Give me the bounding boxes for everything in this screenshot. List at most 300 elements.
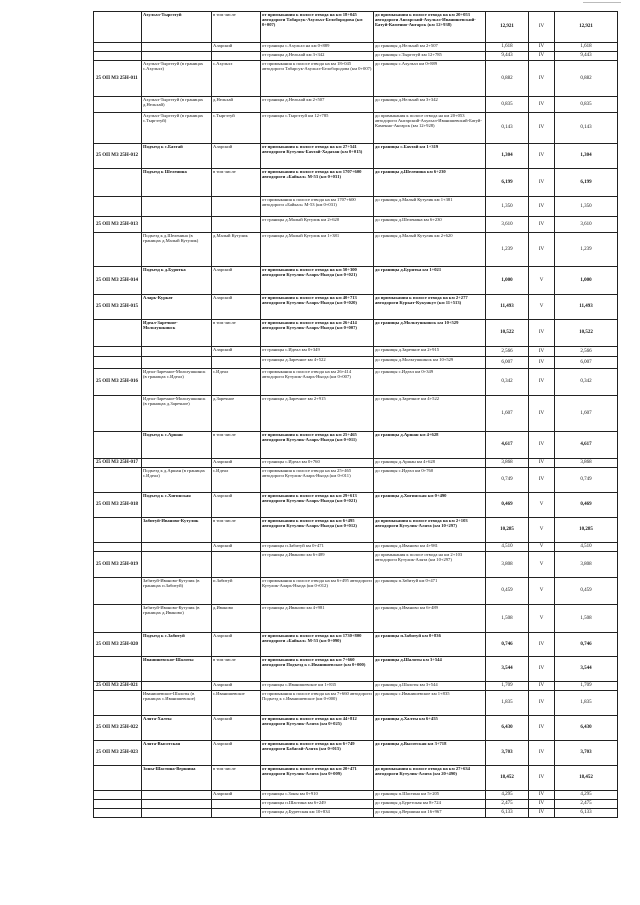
category-cell: V <box>529 552 555 578</box>
road-name-cell <box>142 347 212 357</box>
end-point-cell: до границы д.Нельхай км 2+507 <box>374 43 486 52</box>
length-cell: 2,475 <box>486 800 529 809</box>
table-row <box>94 468 618 493</box>
end-point-cell: до границы д.Шеленина км 6+230 <box>374 217 486 233</box>
total-length-cell: 6,133 <box>555 809 618 818</box>
end-point-cell: до границы д.Мольтушкинск км 10+529 <box>374 320 486 347</box>
category-cell: IV <box>529 633 555 657</box>
road-name-cell <box>142 682 212 691</box>
road-name-cell: Забитуй-Иваново-Кутулик (в границах д.Иваново) <box>142 605 212 633</box>
section-type-cell <box>212 52 261 61</box>
section-type-cell: д.Малый Кутулик <box>212 233 261 267</box>
end-point-cell: до границы п.Шастина км 5+205 <box>374 791 486 800</box>
section-type-cell: Аларский <box>212 741 261 766</box>
category-cell: IV <box>529 809 555 818</box>
table-row <box>94 197 618 217</box>
section-type-cell: д.Иваново <box>212 605 261 633</box>
road-code-cell: 25 ОП МЗ 25Н-012 <box>94 144 142 169</box>
road-code-cell <box>94 657 142 682</box>
total-length-cell: 0,746 <box>555 633 618 657</box>
total-length-cell: 0,342 <box>555 369 618 396</box>
road-code-cell: 25 ОП МЗ 25Н-013 <box>94 217 142 233</box>
table-row <box>94 657 618 682</box>
road-code-cell <box>94 791 142 800</box>
road-register-table <box>93 11 618 818</box>
table-row <box>94 233 618 267</box>
table-row <box>94 578 618 605</box>
end-point-cell: до границы п.Забитуй км 0+471 <box>374 578 486 605</box>
length-cell: 12,921 <box>486 12 529 43</box>
total-length-cell: 4,510 <box>555 543 618 552</box>
category-cell: V <box>529 493 555 518</box>
category-cell: IV <box>529 357 555 369</box>
section-type-cell: с.Тыргэтуй <box>212 113 261 144</box>
start-point-cell: от примыкания к полосе отвода на км 18+045 автодороги Табарсук-Ахульхэ-Белобородова (км 0+007) <box>261 61 374 97</box>
road-code-cell: 25 ОП МЗ 25Н-018 <box>94 493 142 518</box>
total-length-cell: 0,882 <box>555 61 618 97</box>
table-row <box>94 682 618 691</box>
road-name-cell: Подъезд к д.Аршан (в границах с.Идеал) <box>142 468 212 493</box>
road-name-cell: Ахульхэ-Тыргэтуй (в границах д.Нельхай) <box>142 97 212 113</box>
section-type-cell: с.Идеал <box>212 468 261 493</box>
length-cell: 0,882 <box>486 61 529 97</box>
start-point-cell: от границы д.Малый Кутулик км 1+381 <box>261 233 374 267</box>
road-code-cell: 25 ОП МЗ 25Н-020 <box>94 633 142 657</box>
start-point-cell: от примыкания к полосе отвода на км 44+812 автодороги Кутулик-Алята (км 0+025) <box>261 716 374 741</box>
category-cell: V <box>529 605 555 633</box>
category-cell: IV <box>529 43 555 52</box>
start-point-cell: от границы п.Забитуй км 0+471 <box>261 543 374 552</box>
length-cell: 1,239 <box>486 233 529 267</box>
length-cell: 2,566 <box>486 347 529 357</box>
road-code-cell <box>94 113 142 144</box>
length-cell: 6,007 <box>486 357 529 369</box>
length-cell: 3,703 <box>486 741 529 766</box>
section-type-cell: с.Идеал <box>212 369 261 396</box>
road-code-cell: 25 ОП МЗ 25Н-021 <box>94 682 142 691</box>
section-type-cell: в том числе <box>212 657 261 682</box>
start-point-cell: от примыкания к полосе отвода на км 6+495 автодороги Кутулик-Аларь-Ныгда (км 0+012) <box>261 578 374 605</box>
table-row <box>94 543 618 552</box>
start-point-cell: от примыкания к полосе отвода на км 18+045 автодороги Табарсук-Ахульхэ-Белобородова (км 0+007) <box>261 12 374 43</box>
road-code-cell <box>94 197 142 217</box>
road-code-cell <box>94 233 142 267</box>
category-cell: IV <box>529 52 555 61</box>
start-point-cell: от границы с.Ахульхэ на км 0+889 <box>261 43 374 52</box>
table-row <box>94 605 618 633</box>
road-name-cell <box>142 43 212 52</box>
length-cell: 0,342 <box>486 369 529 396</box>
total-length-cell: 6,199 <box>555 169 618 197</box>
start-point-cell: от границы с.Иванишевское км 1+835 <box>261 682 374 691</box>
table-row <box>94 396 618 432</box>
end-point-cell: до границы д.Хигинская км 0+490 <box>374 493 486 518</box>
length-cell: 3,808 <box>486 552 529 578</box>
road-code-cell <box>94 347 142 357</box>
table-row <box>94 295 618 320</box>
start-point-cell: от границы с.Идеал км 0+349 <box>261 347 374 357</box>
section-type-cell: Аларский <box>212 459 261 468</box>
length-cell: 3,868 <box>486 459 529 468</box>
road-name-cell: Подъезд к д.Шеленина (в границах д.Малый Кутулик) <box>142 233 212 267</box>
end-point-cell: до примыкания к полосе отвода на км 2+103 автодороги Кутулик-Алята (км 10+297) <box>374 552 486 578</box>
length-cell: 3,544 <box>486 657 529 682</box>
end-point-cell: до границы с.Бахтай км 1+319 <box>374 144 486 169</box>
section-type-cell: в том числе <box>212 169 261 197</box>
start-point-cell: от границы д.Иваново км 6+489 <box>261 552 374 578</box>
start-point-cell: от границы с.Тыргэтуй км 12+785 <box>261 113 374 144</box>
road-code-cell: 25 ОП МЗ 25Н-015 <box>94 295 142 320</box>
category-cell: IV <box>529 396 555 432</box>
end-point-cell: до границы д.Аршан км 4+628 <box>374 432 486 459</box>
road-code-cell <box>94 800 142 809</box>
category-cell: IV <box>529 217 555 233</box>
length-cell: 0,459 <box>486 578 529 605</box>
end-point-cell: до границы д.Нельхай км 3+342 <box>374 97 486 113</box>
start-point-cell: от границы с.Идеал км 0+760 <box>261 459 374 468</box>
category-cell: IV <box>529 459 555 468</box>
length-cell: 0,143 <box>486 113 529 144</box>
table-row <box>94 43 618 52</box>
total-length-cell: 10,522 <box>555 320 618 347</box>
table-row <box>94 61 618 97</box>
section-type-cell: в том числе <box>212 518 261 543</box>
length-cell: 4,617 <box>486 432 529 459</box>
table-row <box>94 169 618 197</box>
road-code-cell <box>94 809 142 818</box>
category-cell: IV <box>529 468 555 493</box>
section-type-cell: Аларский <box>212 716 261 741</box>
total-length-cell: 1,000 <box>555 267 618 295</box>
road-code-cell <box>94 12 142 43</box>
end-point-cell: до границы п.Забитуй км 0+836 <box>374 633 486 657</box>
category-cell: V <box>529 295 555 320</box>
start-point-cell: от примыкания к полосе отвода на км 26+414 автодороги Кутулик-Аларь-Ныгда (км 0+007) <box>261 369 374 396</box>
category-cell: V <box>529 578 555 605</box>
total-length-cell: 3,544 <box>555 657 618 682</box>
road-code-cell <box>94 357 142 369</box>
road-name-cell: Подъезд к с.Аршан <box>142 432 212 459</box>
road-name-cell: Зоны-Шастина-Вершина <box>142 766 212 791</box>
road-name-cell: Алята-Высотская <box>142 741 212 766</box>
category-cell: IV <box>529 741 555 766</box>
section-type-cell: в том числе <box>212 12 261 43</box>
category-cell: IV <box>529 320 555 347</box>
end-point-cell: до границы д.Аршан км 4+628 <box>374 459 486 468</box>
road-code-cell: 25 ОП МЗ 25Н-011 <box>94 61 142 97</box>
road-name-cell <box>142 552 212 578</box>
total-length-cell: 10,285 <box>555 518 618 543</box>
road-name-cell: Аларь-Куркат <box>142 295 212 320</box>
table-row <box>94 493 618 518</box>
road-name-cell <box>142 809 212 818</box>
length-cell: 0,749 <box>486 468 529 493</box>
length-cell: 6,430 <box>486 716 529 741</box>
section-type-cell: Аларский <box>212 543 261 552</box>
road-code-cell <box>94 320 142 347</box>
length-cell: 4,295 <box>486 791 529 800</box>
total-length-cell: 0,469 <box>555 493 618 518</box>
total-length-cell: 3,868 <box>555 459 618 468</box>
section-type-cell: Аларский <box>212 144 261 169</box>
section-type-cell <box>212 809 261 818</box>
section-type-cell: Аларский <box>212 682 261 691</box>
section-type-cell <box>212 217 261 233</box>
end-point-cell: до границы д.Шеленина км 6+230 <box>374 169 486 197</box>
total-length-cell: 6,430 <box>555 716 618 741</box>
total-length-cell: 1,304 <box>555 144 618 169</box>
table-row <box>94 113 618 144</box>
road-name-cell: Иванишевское-Шалоты <box>142 657 212 682</box>
section-type-cell: п.Забитуй <box>212 578 261 605</box>
road-code-cell: 25 ОП МЗ 25Н-019 <box>94 552 142 578</box>
total-length-cell: 1,607 <box>555 396 618 432</box>
total-length-cell: 0,459 <box>555 578 618 605</box>
road-code-cell <box>94 43 142 52</box>
table-row <box>94 633 618 657</box>
road-code-cell <box>94 691 142 716</box>
end-point-cell: до границы д.Малый Кутулик км 1+381 <box>374 197 486 217</box>
section-type-cell: Аларский <box>212 493 261 518</box>
category-cell: V <box>529 267 555 295</box>
section-type-cell: в том числе <box>212 432 261 459</box>
road-code-cell <box>94 468 142 493</box>
start-point-cell: от примыкания к полосе отвода на км 27+541 автодороги Кутулик-Бахтай-Хадахан (км 0+015) <box>261 144 374 169</box>
road-name-cell: Подъезд к с.Хигинская <box>142 493 212 518</box>
end-point-cell: до примыкания к полосе отвода на км 2+103 автодороги Кутулик-Алята (км 10+297) <box>374 518 486 543</box>
start-point-cell: от границы д.Заречное км 4+522 <box>261 357 374 369</box>
category-cell: IV <box>529 432 555 459</box>
table-row <box>94 357 618 369</box>
end-point-cell: до границы д.Мольтушкинск км 10+529 <box>374 357 486 369</box>
table-row <box>94 518 618 543</box>
end-point-cell: до границы д.Буретская км 8+724 <box>374 800 486 809</box>
road-name-cell: Подъезд к с.Забитуй <box>142 633 212 657</box>
section-type-cell: в том числе <box>212 320 261 347</box>
section-type-cell: Аларский <box>212 267 261 295</box>
category-cell: IV <box>529 791 555 800</box>
table-row <box>94 809 618 818</box>
end-point-cell: до границы д.Заречное км 4+522 <box>374 396 486 432</box>
end-point-cell: до границы д.Высотская км 3+718 <box>374 741 486 766</box>
road-name-cell <box>142 800 212 809</box>
start-point-cell: от примыкания к полосе отвода на км 1730+800 автодороги «Байкал» М-53 (км 0+090) <box>261 633 374 657</box>
category-cell: IV <box>529 144 555 169</box>
start-point-cell: от границы д.Заречное км 2+915 <box>261 396 374 432</box>
start-point-cell: от примыкания к полосе отвода на км 25+465 автодороги Кутулик-Аларь-Ныгда (км 0+011) <box>261 468 374 493</box>
end-point-cell: до границы с.Идеал км 0+349 <box>374 369 486 396</box>
table-row <box>94 267 618 295</box>
length-cell: 11,493 <box>486 295 529 320</box>
end-point-cell: до примыкания к полосе отвода на км 27+634 автодороги Кутулик-Алята (км 20+490) <box>374 766 486 791</box>
section-type-cell <box>212 552 261 578</box>
total-length-cell: 6,007 <box>555 357 618 369</box>
category-cell: V <box>529 518 555 543</box>
length-cell: 1,304 <box>486 144 529 169</box>
road-code-cell: 25 ОП МЗ 25Н-017 <box>94 459 142 468</box>
length-cell: 1,618 <box>486 43 529 52</box>
total-length-cell: 3,808 <box>555 552 618 578</box>
start-point-cell: от примыкания к полосе отвода на км 26+414 автодороги Кутулик-Аларь-Ныгда (км 0+007) <box>261 320 374 347</box>
length-cell: 0,469 <box>486 493 529 518</box>
section-type-cell: Аларский <box>212 295 261 320</box>
road-name-cell <box>142 357 212 369</box>
road-name-cell: Алята-Халты <box>142 716 212 741</box>
category-cell: IV <box>529 800 555 809</box>
total-length-cell: 0,143 <box>555 113 618 144</box>
section-type-cell: д.Заречное <box>212 396 261 432</box>
table-row <box>94 12 618 43</box>
start-point-cell: от границы д.Нельхай км 2+507 <box>261 97 374 113</box>
category-cell: IV <box>529 657 555 682</box>
end-point-cell: до границы с.Ахульхэ км 0+889 <box>374 61 486 97</box>
road-code-cell <box>94 432 142 459</box>
length-cell: 3,610 <box>486 217 529 233</box>
road-name-cell <box>142 52 212 61</box>
start-point-cell: от границы д.Нельхай км 3+342 <box>261 52 374 61</box>
table-row <box>94 691 618 716</box>
road-code-cell <box>94 97 142 113</box>
start-point-cell: от примыкания к полосе отвода на км 20+471 автодороги Кутулик-Алята (км 0+009) <box>261 766 374 791</box>
end-point-cell: до границы д.Иваново км 4+981 <box>374 543 486 552</box>
length-cell: 1,607 <box>486 396 529 432</box>
road-code-cell <box>94 169 142 197</box>
length-cell: 4,510 <box>486 543 529 552</box>
road-name-cell: Подъезд к Шеленина <box>142 169 212 197</box>
total-length-cell: 1,350 <box>555 197 618 217</box>
road-code-cell <box>94 766 142 791</box>
end-point-cell: до границы д.Заречное км 2+915 <box>374 347 486 357</box>
length-cell: 1,709 <box>486 682 529 691</box>
category-cell: IV <box>529 347 555 357</box>
road-code-cell <box>94 518 142 543</box>
start-point-cell: от примыкания к полосе отвода на км 25+465 автодороги Кутулик-Аларь-Ныгда (км 0+011) <box>261 432 374 459</box>
total-length-cell: 12,921 <box>555 12 618 43</box>
road-code-cell <box>94 543 142 552</box>
total-length-cell: 2,475 <box>555 800 618 809</box>
length-cell: 1,508 <box>486 605 529 633</box>
road-name-cell: Подъезд к д.Бурятка <box>142 267 212 295</box>
start-point-cell: от примыкания к полосе отвода на км 6+495 автодороги Кутулик-Аларь-Ныгда (км 0+012) <box>261 518 374 543</box>
total-length-cell: 11,493 <box>555 295 618 320</box>
table-row <box>94 52 618 61</box>
total-length-cell: 3,610 <box>555 217 618 233</box>
length-cell: 10,285 <box>486 518 529 543</box>
total-length-cell: 1,239 <box>555 233 618 267</box>
road-code-cell: 25 ОП МЗ 25Н-016 <box>94 369 142 396</box>
total-length-cell: 1,508 <box>555 605 618 633</box>
start-point-cell: от границы д.Малый Кутулик км 2+620 <box>261 217 374 233</box>
length-cell: 1,000 <box>486 267 529 295</box>
table-row <box>94 459 618 468</box>
end-point-cell: до примыкания к полосе отвода на км 20+053 автодороги Ангарский-Ахульхэ-Иванишевский-Батуй-Каменно-Ангарск (км 12+928) <box>374 113 486 144</box>
road-name-cell <box>142 791 212 800</box>
road-code-cell: 25 ОП МЗ 25Н-022 <box>94 716 142 741</box>
length-cell: 18,452 <box>486 766 529 791</box>
category-cell: IV <box>529 113 555 144</box>
end-point-cell: до примыкания к полосе отвода на км 2+277 автодороги Куркат-Кукункут (км 11+513) <box>374 295 486 320</box>
total-length-cell: 9,443 <box>555 52 618 61</box>
end-point-cell: до примыкания к полосе отвода на км 20+053 автодороги Ангарский-Ахульхэ-Иванишевский-Батуй-Каменно-Ангарск (км 12+938) <box>374 12 486 43</box>
table-row <box>94 741 618 766</box>
road-name-cell: Идеал-Заречное-Мольтушкинск (в границах с.Идеал) <box>142 369 212 396</box>
length-cell: 6,199 <box>486 169 529 197</box>
total-length-cell: 2,566 <box>555 347 618 357</box>
road-code-cell <box>94 396 142 432</box>
section-type-cell <box>212 197 261 217</box>
length-cell: 1,350 <box>486 197 529 217</box>
start-point-cell: от примыкания к полосе отвода на км 7+660 автодороги Подъезд к с.Иванишевское (км 0+000) <box>261 657 374 682</box>
table-row <box>94 766 618 791</box>
total-length-cell: 0,749 <box>555 468 618 493</box>
start-point-cell: от примыкания к полосе отвода на км 7+660 автодороги Подъезд к с.Иванишевское (км 0+000) <box>261 691 374 716</box>
table-row <box>94 432 618 459</box>
road-name-cell: Иванишевское-Шалоты (в границах с.Иванишевское) <box>142 691 212 716</box>
total-length-cell: 1,835 <box>555 691 618 716</box>
section-type-cell: Аларский <box>212 633 261 657</box>
category-cell: V <box>529 543 555 552</box>
road-name-cell: Подъезд к с.Бахтай <box>142 144 212 169</box>
end-point-cell: до границы с.Тыргэтуй км 12+785 <box>374 52 486 61</box>
category-cell: IV <box>529 766 555 791</box>
section-type-cell: Аларский <box>212 43 261 52</box>
end-point-cell: до границы д.Шалоты км 3+544 <box>374 657 486 682</box>
total-length-cell: 18,452 <box>555 766 618 791</box>
end-point-cell: до границы д.Вершина км 16+967 <box>374 809 486 818</box>
table-row <box>94 217 618 233</box>
total-length-cell: 3,703 <box>555 741 618 766</box>
length-cell: 0,746 <box>486 633 529 657</box>
start-point-cell: от примыкания к полосе отвода на км 1707+600 автодороги «Байкал» М-53 (км 0+031) <box>261 197 374 217</box>
table-row <box>94 347 618 357</box>
section-type-cell: Аларский <box>212 791 261 800</box>
length-cell: 10,522 <box>486 320 529 347</box>
total-length-cell: 1,709 <box>555 682 618 691</box>
category-cell: IV <box>529 197 555 217</box>
start-point-cell: от примыкания к полосе отвода на км 50+300 автодороги Кутулик-Аларь-Ныгда (км 0+021) <box>261 267 374 295</box>
section-type-cell: в том числе <box>212 766 261 791</box>
road-code-cell <box>94 52 142 61</box>
total-length-cell: 0,835 <box>555 97 618 113</box>
road-name-cell: Забитуй-Иваново-Кутулик <box>142 518 212 543</box>
end-point-cell: до границы д.Халты км 6+455 <box>374 716 486 741</box>
section-type-cell <box>212 357 261 369</box>
end-point-cell: до границы с.Идеал км 0+760 <box>374 468 486 493</box>
road-name-cell: Ахульхэ-Тыргэтуй (в границах с.Ахульхэ) <box>142 61 212 97</box>
road-name-cell <box>142 197 212 217</box>
table-row <box>94 552 618 578</box>
road-name-cell: Идеал-Заречное-Мольтушкинск <box>142 320 212 347</box>
road-register-body <box>94 12 618 818</box>
start-point-cell: от границы д.Буретская км 10+834 <box>261 809 374 818</box>
table-row <box>94 97 618 113</box>
page-top-mark <box>583 2 621 3</box>
category-cell: IV <box>529 682 555 691</box>
length-cell: 6,133 <box>486 809 529 818</box>
road-code-cell: 25 ОП МЗ 25Н-014 <box>94 267 142 295</box>
end-point-cell: до границы д.Бурятка км 1+021 <box>374 267 486 295</box>
road-code-cell <box>94 605 142 633</box>
end-point-cell: до границы с.Иванишевское км 1+835 <box>374 691 486 716</box>
section-type-cell: с.Иванишевское <box>212 691 261 716</box>
road-code-cell <box>94 578 142 605</box>
category-cell: IV <box>529 61 555 97</box>
category-cell: IV <box>529 169 555 197</box>
section-type-cell <box>212 800 261 809</box>
total-length-cell: 1,618 <box>555 43 618 52</box>
section-type-cell: д.Нельхай <box>212 97 261 113</box>
total-length-cell: 4,617 <box>555 432 618 459</box>
